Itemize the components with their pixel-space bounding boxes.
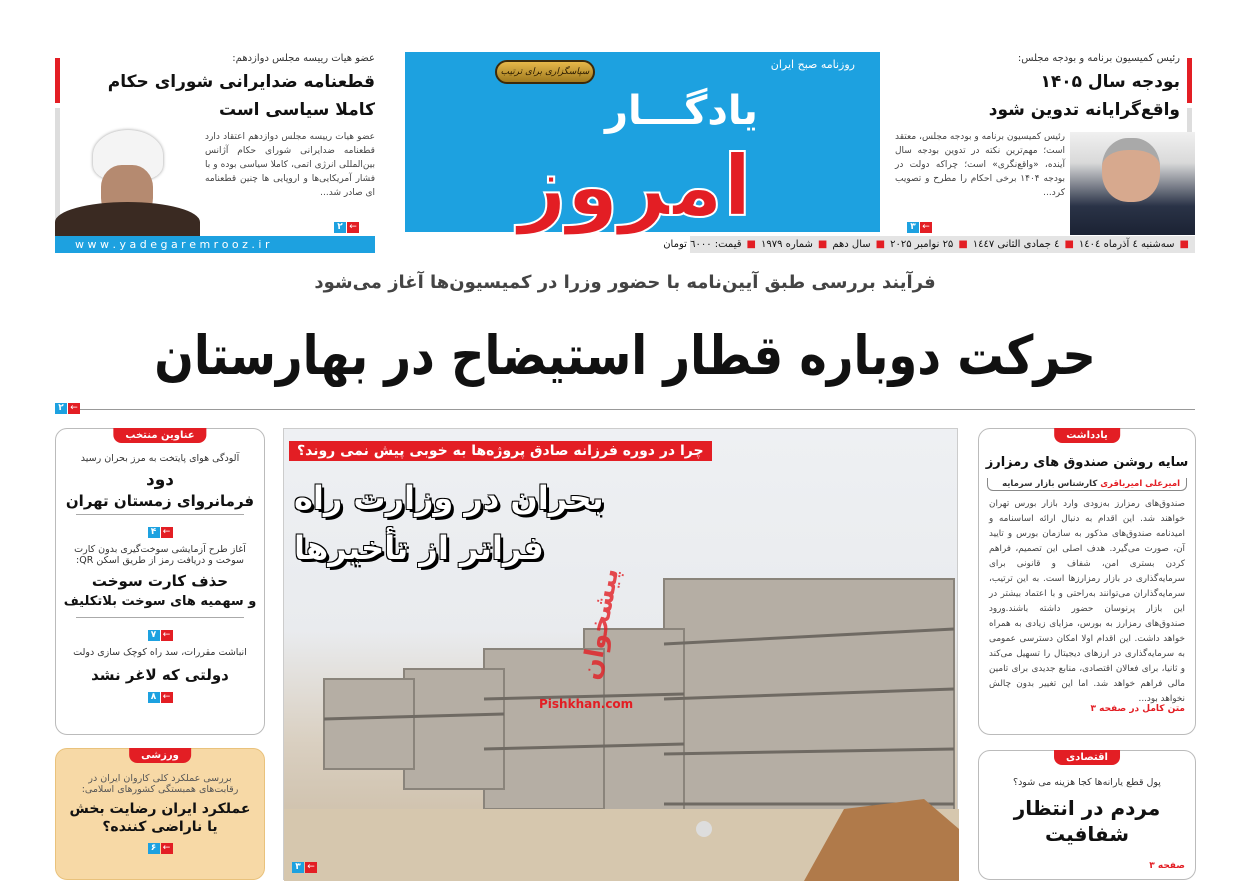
volume: سال دهم [832, 239, 871, 250]
accent-bar [55, 58, 60, 103]
masthead-badge: سپاسگزاری برای ترتیب [495, 60, 595, 84]
date-persian: سه‌شنبه ٤ آذرماه ١٤٠٤ [1078, 239, 1175, 250]
page-ref[interactable]: ۳ ← [907, 222, 932, 233]
story-body: عضو هیات رییسه مجلس دوازدهم اعتقاد دارد قطعنامه ضدایرانی شورای حکام آژانس بین‌المللی انرژی اتمی، کاملا سیاسی بوده و با فشار آمریکایی‌ها و اروپایی ها چنین قطعنامه ای صادر شد... [205, 132, 375, 198]
item-title[interactable]: دود [145, 470, 174, 490]
sports-box[interactable] [55, 748, 265, 880]
item-title[interactable]: دولتی که لاغر نشد [91, 666, 229, 684]
economy-title: شفافیت [1044, 822, 1129, 846]
item-title[interactable]: و سهمیه های سوخت بلاتکلیف [63, 594, 257, 609]
lead-headline[interactable]: حرکت دوباره قطار استیضاح در بهارستان [154, 324, 1096, 387]
page-ref[interactable]: ۷ ← [148, 630, 173, 641]
item-title[interactable]: حذف کارت سوخت [91, 572, 229, 590]
page-ref[interactable]: ۲ ← [55, 403, 80, 414]
masthead-tagline: روزنامه صبح ایران [770, 58, 855, 71]
sports-title: یا ناراضی کننده؟ [102, 819, 218, 835]
story-body: رئیس کمیسیون برنامه و بودجه مجلس، معتقد است؛ مهم‌ترین نکته در تدوین بودجه سال آینده، «واقع‌نگری» است؛ چراکه دولت در بودجه ۱۴۰۴ برخی احکام را مطرح و تصویب کرد... [895, 132, 1065, 198]
right-top-story[interactable] [895, 50, 1195, 235]
photo-title: فراتر از تأخیرها [294, 529, 544, 567]
page-ref[interactable]: ۶ ← [148, 843, 173, 854]
section-tab: ورزشی [129, 748, 191, 763]
date-hijri: ٤ جمادی الثانی ١٤٤٧ [972, 239, 1060, 250]
website-strip[interactable]: w w w . y a d e g a r e m r o o z . i r [55, 236, 375, 253]
note-title[interactable]: سایه روشن صندوق های رمزارز [985, 455, 1189, 470]
photo-title: بحران در وزارت راه [294, 479, 604, 517]
left-top-story[interactable] [52, 50, 377, 235]
page-ref[interactable]: ۴ ← [148, 527, 173, 538]
note-byline [987, 478, 1187, 491]
person-photo [1070, 132, 1195, 235]
item-kicker: انباشت مقررات، سد راه کوچک سازی دولت [73, 647, 247, 658]
dateline: ■ سه‌شنبه ٤ آذرماه ١٤٠٤ ■ ٤ جمادی الثانی ١٤٤٧ ■ ۲۵ نوامبر ۲۰۲۵ ■ سال دهم ■ شماره ۱۹۷۹ ■ قیمت: ٦٠٠٠ تومان [690, 236, 1195, 253]
page-ref[interactable]: ۸ ← [148, 692, 173, 703]
masthead [385, 50, 885, 235]
masthead-name-small: یادگـــار [605, 88, 758, 134]
photo-story[interactable] [283, 428, 958, 880]
section-tab: یادداشت [1054, 428, 1120, 443]
item-kicker: آلودگی هوای پایتخت به مرز بحران رسید [80, 453, 240, 464]
lead-subhead: فرآیند بررسی طبق آیین‌نامه با حضور وزرا در کمیسیون‌ها آغاز می‌شود [314, 272, 936, 293]
page-ref[interactable]: ۲ ← [334, 222, 359, 233]
author-name: امیرعلی امیرباقری [1100, 479, 1180, 489]
issue-number: شماره ۱۹۷۹ [760, 239, 813, 250]
section-tab: عناوین منتخب [113, 428, 206, 443]
economy-title: مردم در انتظار [1013, 796, 1161, 820]
author-role: کارشناس بازار سرمایه [1002, 479, 1098, 489]
story-title: بودجه سال ۱۴۰۵ [1040, 72, 1180, 92]
section-tab: اقتصادی [1054, 750, 1120, 765]
item-title[interactable]: فرمانروای زمستان تهران [65, 492, 255, 510]
story-title: واقع‌گرایانه تدوین شود [988, 100, 1180, 120]
item-kicker: آغاز طرح آزمایشی سوخت‌گیری بدون کارت سوخت و دریافت رمز از طریق اسکن QR: [74, 544, 246, 566]
photo-kicker: چرا در دوره فرزانه صادق پروژه‌ها به خوبی پیش نمی روند؟ [289, 441, 712, 461]
masthead-logo: امروز [518, 137, 752, 235]
story-kicker: عضو هیات رییسه مجلس دوازدهم: [232, 53, 375, 64]
watermark-url: Pishkhan.com [539, 697, 634, 711]
note-more-link[interactable]: متن کامل در صفحه ۳ [1090, 704, 1185, 714]
sports-title: عملکرد ایران رضایت بخش [69, 801, 251, 817]
story-kicker: رئیس کمیسیون برنامه و بودجه مجلس: [1017, 53, 1180, 64]
page-ref[interactable]: صفحه ۳ [1149, 861, 1185, 871]
story-title: کاملا سیاسی است [218, 100, 375, 120]
sports-kicker: بررسی عملکرد کلی کاروان ایران در رقابت‌های همبستگی کشورهای اسلامی: [81, 773, 239, 795]
selected-headlines-box [55, 428, 265, 735]
note-box [978, 428, 1196, 735]
story-title: قطعنامه ضدایرانی شورای حکام [107, 72, 375, 92]
watermark: پیشخوان [575, 565, 626, 683]
economy-kicker: پول قطع یارانه‌ها کجا هزینه می شود؟ [1013, 777, 1161, 788]
rule [80, 409, 1195, 410]
economy-box[interactable] [978, 750, 1196, 880]
page-ref[interactable]: ۳ ← [292, 862, 317, 873]
accent-bar [1187, 58, 1192, 103]
date-gregorian: ۲۵ نوامبر ۲۰۲۵ [890, 239, 954, 250]
note-body: صندوق‌های رمزارز به‌زودی وارد بازار بورس تهران خواهند شد. این اقدام به دنبال ارائه اساسنامه و امیدنامه صندوق‌های مذکور به سازمان بورس و تایید آن، صورت می‌گیرد. هدف اصلی این تصمیم، فراهم کردن بستری امن، شفاف و قانونی برای سرمایه‌گذاری در بازار رمزارزها است. به این ترتیب، سرمایه‌گذاران می‌توانند به‌راحتی و با اعتماد بیشتر در این بازار پرنوسان حضور داشته باشند.ورود صندوق‌های رمزارز به بورس، مزایای زیادی به همراه خواهد داشت. این اقدام اولا امکان دسترسی عمومی به سرمایه‌گذاری در ارزهای دیجیتال را تسهیل می‌کند و ثانیا، برای فعالان اقتصادی، منابع جدیدی برای تامین مالی فراهم خواهد شد. اما این تغییر بدون چالش نخواهد بود... [989, 499, 1185, 704]
price: قیمت: ٦٠٠٠ تومان [663, 239, 742, 250]
person-photo [55, 130, 200, 235]
